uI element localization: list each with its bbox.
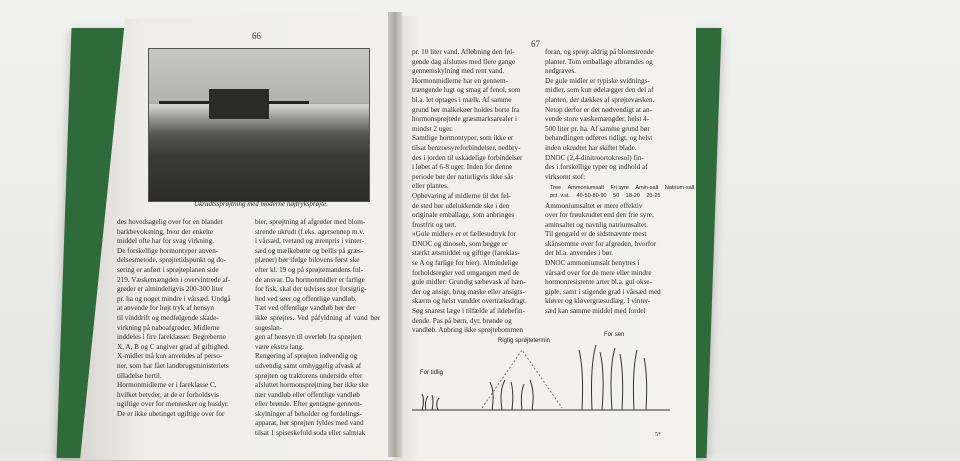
right-page-column-1: pr. 10 liter vand. Afløbning den føl- gende dag afsluttes med flere gange gennemskylning med rent vand. Hormonmidlerne har en gennem- trængende lugt og smag af fenol, som bl.a. let optages i mælk. Af samme grund bør malkekøer holdes borte fra hormonsprøjtede græsmarksarealer i mindst 2 uger. Samtlige hormontyper, som ikke er tilsat benzoesyreforbindelser, nedbry- des i jorden til uskadelige forbindelser i løbet af 6-8 uger. Inden for denne periode bør der naturligvis ikke sås eller plantes. Opbevaring af midlerne til det fel- de sted bør udelukkende ske i den originale emballage, som anbringes frostfrit og tørt. »Gule midler« er et fællesudtryk for DNOC og dinoseb, som begge er stærkt ætsmiddel og giftige (fareklas- se A og farlige for bier). Almindelige forholdsregler ved omgangen med de gule midler: Grundig sæbevask af hæn- der og ansigt, brug maske eller ansigts- skærm og helst vanddet overtræksdragt. Søg snarest læge i tilfælde af ildebefin- dende. Pas på børn, dyr, brønde og vandløb. Anbring ikke sprøjtebommen — [412, 48, 527, 335]
tractor-silhouette — [209, 89, 269, 119]
right-page-number: 67 — [531, 39, 540, 49]
table-header-cell: Ammoniumsalt — [567, 185, 605, 191]
table-header-cell: Amin-salt — [635, 185, 659, 191]
spray-timing-figure — [412, 330, 670, 422]
figure-label-too-early: For tidlig — [420, 370, 444, 376]
figure-label-correct: Rigtig sprøjtetermin — [498, 338, 551, 344]
right-page-column-2: foran, og sprøjt aldrig på blomstrende planter. Tom emballage afbrændes og nedgraves. De gule midler er typiske svidnings- midler, som kun ødelægger den del af planten, der dækkes af sprøjtevæsken. Netop derfor er det nødvendigt at an- vende store væskemængder, helst 4- 500 liter pr. ha. Af samme grund bør behandlingen udføres tidligt, og helst inden ukrudtet har skiftet blade. DNOC (2,4-dinitroortokresol) fin- des i forskellige typer og indhold af virksomt stof: Ammoniumsaltet er mere effektiv over for frøukrudtet end den frie syre, aminsaltet og navnlig natriumsaltet. Til gengæld er de sidstnævnte mest skånsomme over for afgrøden, hvorfor det bl.a. anvendes i bør. DNOC ammoniumsalt benyttes i vårsæd over for de mere eller mindre hormonresistente arter bl.a. gul okse- giple, samt i stigende grad i vårsæd med kløver og kløvergræsudlæg. I vinter- sæd kan samme middel med fordel — [545, 48, 661, 316]
left-page-number: 66 — [252, 31, 261, 41]
photo-caption: Ukrudtssprøjtning med moderne højtryksprøjte. — [194, 200, 328, 208]
book-gutter — [388, 12, 402, 457]
footer-signature-mark: 5* — [655, 432, 661, 438]
dnoc-table-header — [550, 185, 700, 191]
table-header-cell: Natrium-salt — [664, 185, 695, 191]
sprayer-photo — [148, 48, 370, 202]
table-cell: 18-20 — [625, 193, 640, 199]
dnoc-table — [550, 185, 700, 199]
table-cell: 50 — [613, 193, 620, 199]
table-cell: 40-50-80-90 — [576, 193, 607, 199]
left-page-column-1: des hovedsagelig over for en blandet barkbevoksning, hvor der enkelte middel ofte har for svag virkning. De forskellige hormontyper anven- delsesmetode, sprøjtetidspunkt og do- sering er anført i sprøjteplanen side 219. Væskemængden i overvintrede af- grøder er almindeligvis 200-300 liter pr. ha og noget mindre i vårsæd. Undgå at anvende for højt tryk af hensyn til vinddrift og medfølgende skade- virkning på naboafgrøder. Midlerne inddeles i fire fareklasser. Begreberne X, A, B og C angiver grad af giftighed. X-midler må kun anvendes af perso- ner, som har fået landbrugsministeriets tilladelse hertil. Hormonmidlerne er i fareklasse C, hvilket betyder, at de er forholdsvis ugiftige over for mennesker og husdyr. De er ikke ubetinget ugiftige over for — [117, 218, 231, 418]
dnoc-table-row — [550, 193, 700, 199]
left-page-column-2: bier, sprøjtning af afgrøder med blom- strende ukrudt (f.eks. agersennep m.v. i vårsæd, tvetand og ærenpris i vinter- sæd og mælkebøtte og bellis på græs- plæner) bør ifølge bilovens først ske efter kl. 19 og på sprøjtemandens ful- de ansvar. Da hormonmidler er farlige for fisk, skal der udvises stor forsigtig- hed ved søer og offentlige vandløb. Tæt ved offentlige vandløb bør der ikke sprøjtes. Ved påfyldning af vand bør sugeslan- gen af hensyn til overløb fra sprøjten være ekstra lang. Rengøring af sprøjten indvendig og udvendig samt omhyggelig afvask af sprøjten og traktorens underside efter afsluttet hormonsprøjtning bør ikke ske nær vandløb eller offentlige vandløb eller brønde. Efter gentagne gennem- skylninger af beholder og fordelings- apparat, bør sprøjten fyldes med vand tilsat 1 spiseskefuld soda eller salmiak — [255, 218, 380, 438]
table-header-cell: Fri syre — [610, 185, 629, 191]
figure-label-too-late: For sen — [604, 332, 625, 338]
table-header-cell: Tree — [550, 185, 562, 191]
table-cell: 20-25 — [646, 193, 661, 199]
table-cell: pct. v.st. — [550, 193, 571, 199]
